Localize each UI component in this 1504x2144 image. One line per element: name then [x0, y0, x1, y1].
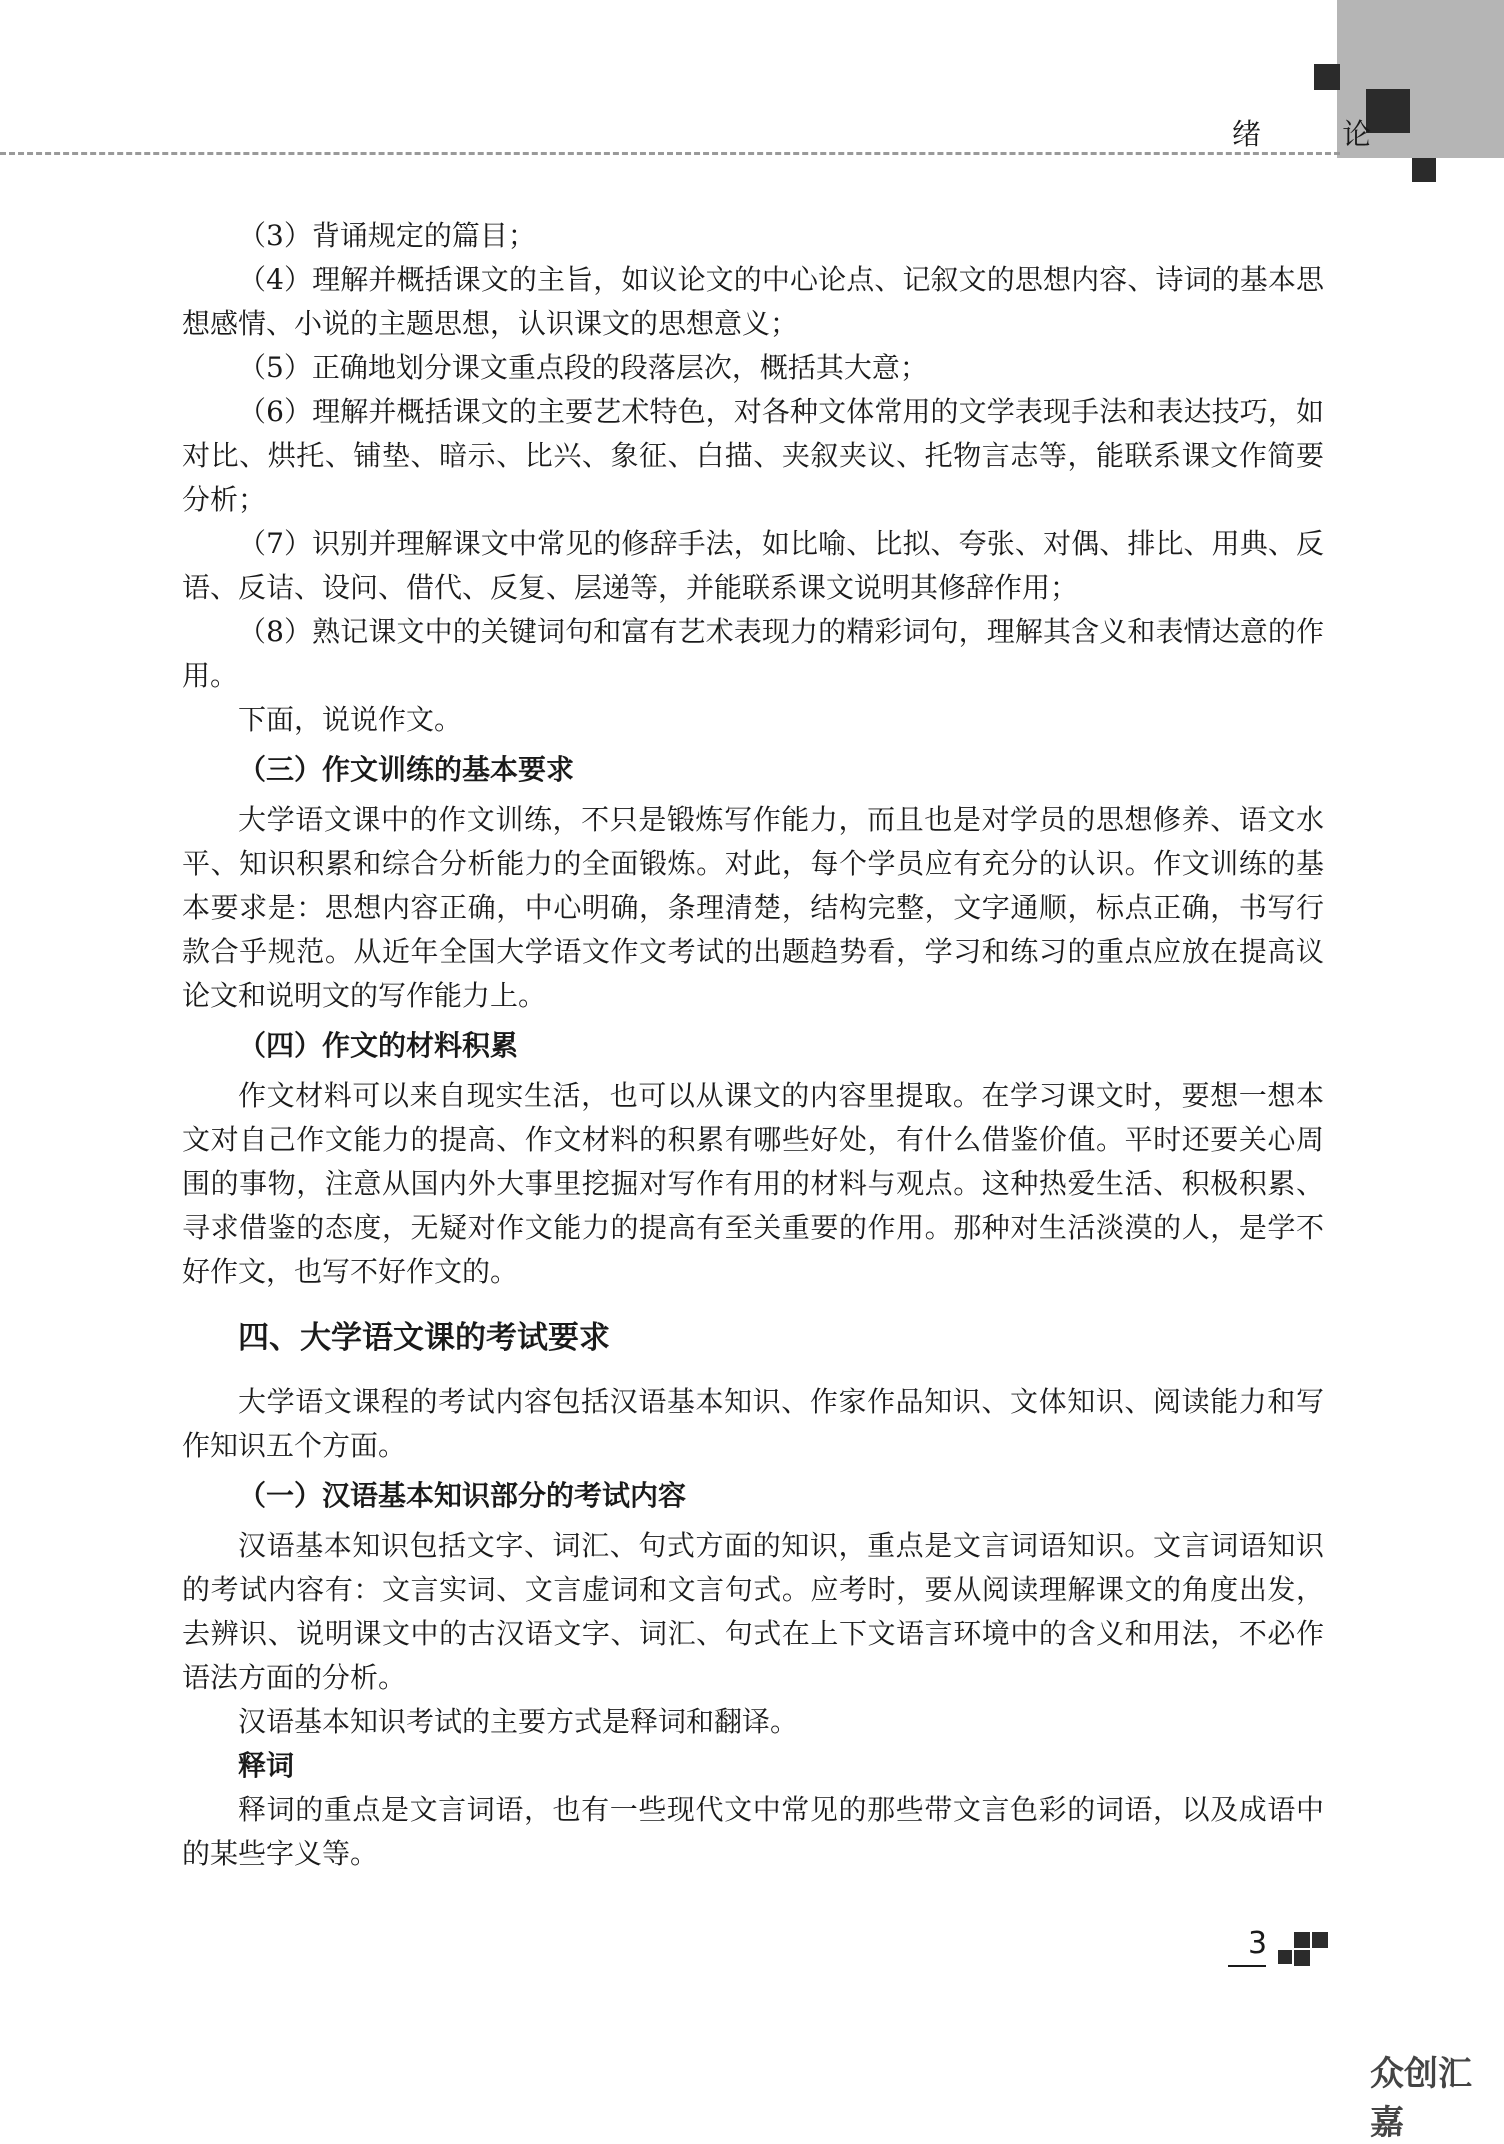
footer-square-1	[1278, 1950, 1292, 1964]
list-item-3: （3）背诵规定的篇目；	[238, 219, 536, 252]
chapter-heading-exam-requirements: 四、大学语文课的考试要求	[238, 1320, 610, 1356]
list-item-8: （8）熟记课文中的关键词句和富有艺术表现力的精彩词句，理解其含义和表情达意的作用。	[182, 615, 1324, 692]
page-number-underline	[1228, 1965, 1266, 1967]
header-square-3	[1412, 158, 1436, 182]
header-dashed-rule	[0, 152, 1340, 155]
footer-square-4	[1312, 1932, 1328, 1948]
page-number: 3	[1248, 1926, 1268, 1961]
watermark-logo: 众创汇嘉	[1370, 2054, 1472, 2143]
list-item-7: （7）识别并理解课文中常见的修辞手法，如比喻、比拟、夸张、对偶、排比、用典、反语、反诘、设问、借代、反复、层递等，并能联系课文说明其修辞作用；	[182, 527, 1324, 604]
list-item-6: （6）理解并概括课文的主要艺术特色，对各种文体常用的文学表现手法和表达技巧，如对比、烘托、铺垫、暗示、比兴、象征、白描、夹叙夹议、托物言志等，能联系课文作简要分析；	[182, 395, 1324, 516]
page-body	[182, 214, 1324, 1876]
footer-square-2	[1294, 1932, 1310, 1948]
header-square-1	[1314, 64, 1340, 90]
paragraph-exam-methods: 汉语基本知识考试的主要方式是释词和翻译。	[238, 1705, 799, 1738]
footer-square-3	[1294, 1950, 1310, 1966]
paragraph-basic-knowledge: 汉语基本知识包括文字、词汇、句式方面的知识，重点是文言词语知识。文言词语知识的考试内容有：文言实词、文言虚词和文言句式。应考时，要从阅读理解课文的角度出发，去辨识、说明课文中的古汉语文字、词汇、句式在上下文语言环境中的含义和用法，不必作语法方面的分析。	[182, 1529, 1324, 1694]
paragraph-material-accumulation: 作文材料可以来自现实生活，也可以从课文的内容里提取。在学习课文时，要想一想本文对自己作文能力的提高、作文材料的积累有哪些好处，有什么借鉴价值。平时还要关心周围的事物，注意从国内外大事里挖掘对写作有用的材料与观点。这种热爱生活、积极积累、寻求借鉴的态度，无疑对作文能力的提高有至关重要的作用。那种对生活淡漠的人，是学不好作文，也写不好作文的。	[182, 1079, 1324, 1288]
paragraph-word-explanation: 释词的重点是文言词语，也有一些现代文中常见的那些带文言色彩的词语，以及成语中的某些字义等。	[182, 1793, 1324, 1870]
section-heading-3: （三）作文训练的基本要求	[238, 753, 575, 786]
section-heading-1: （一）汉语基本知识部分的考试内容	[238, 1479, 687, 1512]
subheading-word-explanation: 释词	[238, 1749, 295, 1782]
transition-sentence: 下面，说说作文。	[238, 703, 463, 736]
paragraph-writing-requirements: 大学语文课中的作文训练，不只是锻炼写作能力，而且也是对学员的思想修养、语文水平、知识积累和综合分析能力的全面锻炼。对此，每个学员应有充分的认识。作文训练的基本要求是：思想内容正确，中心明确，条理清楚，结构完整，文字通顺，标点正确，书写行款合乎规范。从近年全国大学语文作文考试的出题趋势看，学习和练习的重点应放在提高议论文和说明文的写作能力上。	[182, 803, 1324, 1012]
list-item-4: （4）理解并概括课文的主旨，如议论文的中心论点、记叙文的思想内容、诗词的基本思想感情、小说的主题思想，认识课文的思想意义；	[182, 263, 1324, 340]
running-header-title: 绪 论	[1232, 117, 1408, 151]
paragraph-exam-content: 大学语文课程的考试内容包括汉语基本知识、作家作品知识、文体知识、阅读能力和写作知识五个方面。	[182, 1385, 1324, 1462]
list-item-5: （5）正确地划分课文重点段的段落层次，概括其大意；	[238, 351, 928, 384]
section-heading-4: （四）作文的材料积累	[238, 1029, 519, 1062]
